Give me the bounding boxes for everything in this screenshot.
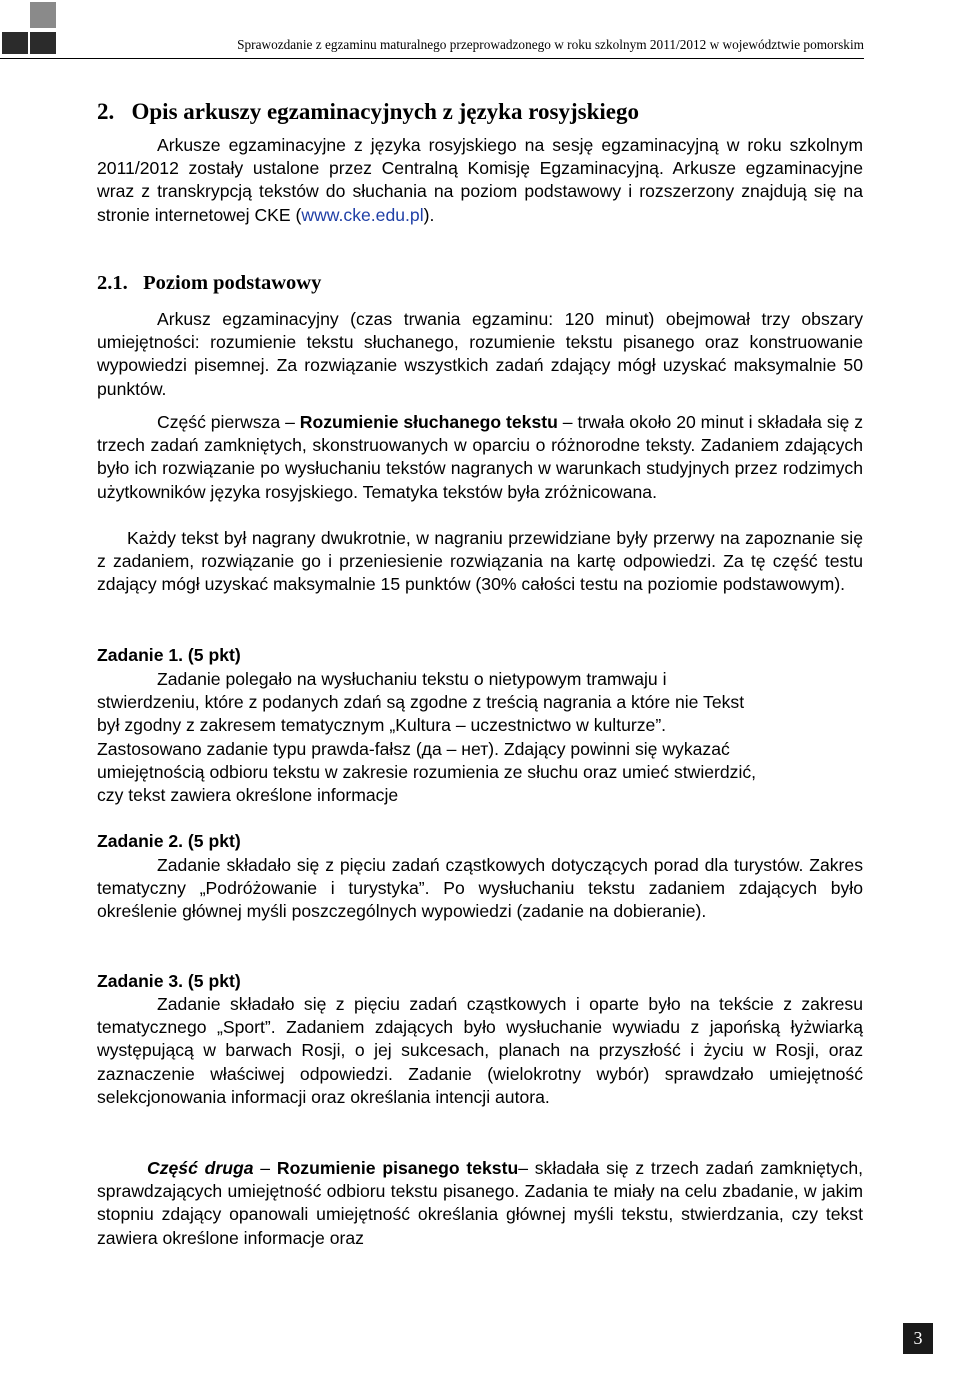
part-one-title: Rozumienie słuchanego tekstu: [299, 412, 558, 432]
task2-heading: Zadanie 2. (5 pkt): [97, 831, 241, 851]
part-one-text2: Każdy tekst był nagrany dwukrotnie, w nagraniu przewidziane były przerwy na zapoznanie się z zadaniem, rozwiązanie go i przeniesienie rozwiązania na kartę odpowiedzi. Za tę część testu zdający mógł uzyskać maksymalnie 15 punktów (30% całości testu na poziomie podstawowym).: [97, 528, 863, 595]
task1-line: Zadanie polegało na wysłuchaniu tekstu o nietypowym tramwaju i: [157, 669, 667, 689]
task1-line: umiejętnością odbioru tekstu w zakresie rozumienia ze słuchu oraz umieć stwierdzić,: [97, 761, 757, 782]
part-two-paragraph: [97, 1157, 863, 1250]
task1-heading: Zadanie 1. (5 pkt): [97, 645, 241, 665]
task1-paragraph: [97, 668, 863, 807]
cke-link[interactable]: www.cke.edu.pl: [301, 204, 424, 225]
part-one-text: – trwała około 20 minut i składała się z trzech zadań zamkniętych, skonstruowanych w oparciu o różnorodne teksty. Zadaniem zdających było ich rozwiązanie po wysłuchaniu tekstów nagranych w warunkach studyjnych przez rodzimych użytkowników języka rosyjskiego. Tematyka tekstów była zróżnicowana.: [97, 412, 864, 502]
header-rule: [0, 58, 864, 59]
intro-text: Arkusze egzaminacyjne z języka rosyjskiego na sesję egzaminacyjną w roku szkolnym 2011/2012 zostały ustalone przez Centralną Komisję Egzaminacyjną. Arkusze egzaminacyjne wraz z transkrypcją tekstów do słuchania na poziom podstawowy i rozszerzony znajdują się na stronie internetowej CKE (: [97, 135, 863, 225]
part-one-paragraph-2: [97, 527, 863, 597]
part-one-lead: Część pierwsza –: [157, 412, 300, 432]
part-one-paragraph: [97, 411, 863, 504]
intro-after: ).: [423, 204, 435, 225]
part-two-title: Rozumienie pisanego tekstu: [276, 1158, 519, 1178]
task2-text: Zadanie składało się z pięciu zadań cząstkowych dotyczących porad dla turystów. Zakres tematyczny „Podróżowanie i turystyka”. Po wysłuchaniu tekstu zadaniem zdających było określenie głównej myśli poszczególnych wypowiedzi (zadanie na dobieranie).: [97, 855, 863, 922]
task3-text: Zadanie składało się z pięciu zadań cząstkowych i oparte było na tekście z zakresu tematycznego „Sport”. Zadaniem zdających było wysłuchanie wywiadu z japońską łyżwiarką występującą w barwach Rosji, o jej sukcesach, planach na przyszłość i życiu w Rosji, oraz zaznaczenie właściwej odpowiedzi. Zadanie (wielokrotny wybór) sprawdzało umiejętność selekcjonowania informacji oraz określania intencji autora.: [97, 994, 863, 1107]
running-header: Sprawozdanie z egzaminu maturalnego przeprowadzonego w roku szkolnym 2011/2012 w województwie pomorskim: [237, 37, 864, 52]
header-logo-square-dark-2: [30, 32, 56, 54]
basic-level-text: Arkusz egzaminacyjny (czas trwania egzaminu: 120 minut) obejmował trzy obszary umiejętności: rozumienie tekstu słuchanego, rozumienie tekstu pisanego oraz konstruowanie wypowiedzi pisemnej. Za rozwiązanie wszystkich zadań zdający mógł uzyskać maksymalnie 50 punktów.: [97, 309, 863, 399]
part-two-dash: –: [253, 1158, 277, 1178]
task1-line: był zgodny z zakresem tematycznym „Kultura – uczestnictwo w kulturze”.: [97, 715, 667, 736]
task1-line: Zastosowano zadanie typu prawda-fałsz (да – нет). Zdający powinni się wykazać: [97, 738, 730, 759]
page-number: 3: [903, 1323, 933, 1354]
subsection-title: 2.1. Poziom podstawowy: [97, 272, 322, 294]
task1-line: czy tekst zawiera określone informacje: [97, 785, 399, 806]
part-two-text: – składała się z trzech zadań zamkniętych, sprawdzających umiejętność odbioru tekstu pisanego. Zadania te miały na celu zbadanie, w jakim stopniu zdający opanowali umiejętność określania głównej myśli tekstu, stwierdzania, czy tekst zawiera określone informacje oraz: [97, 1158, 864, 1248]
header-logo-square-dark-1: [2, 32, 28, 54]
intro-paragraph: [97, 134, 863, 227]
task2-paragraph: [97, 854, 863, 924]
header-logo-square-gray: [30, 2, 56, 28]
task3-paragraph: [97, 993, 863, 1109]
task3-heading: Zadanie 3. (5 pkt): [97, 971, 241, 991]
task1-line: stwierdzeniu, które z podanych zdań są zgodne z treścią nagrania a które nie Tekst: [97, 692, 745, 713]
basic-level-paragraph: [97, 308, 863, 401]
part-two-lead: Część druga: [147, 1158, 254, 1178]
section-title: 2. Opis arkuszy egzaminacyjnych z języka rosyjskiego: [97, 99, 639, 124]
